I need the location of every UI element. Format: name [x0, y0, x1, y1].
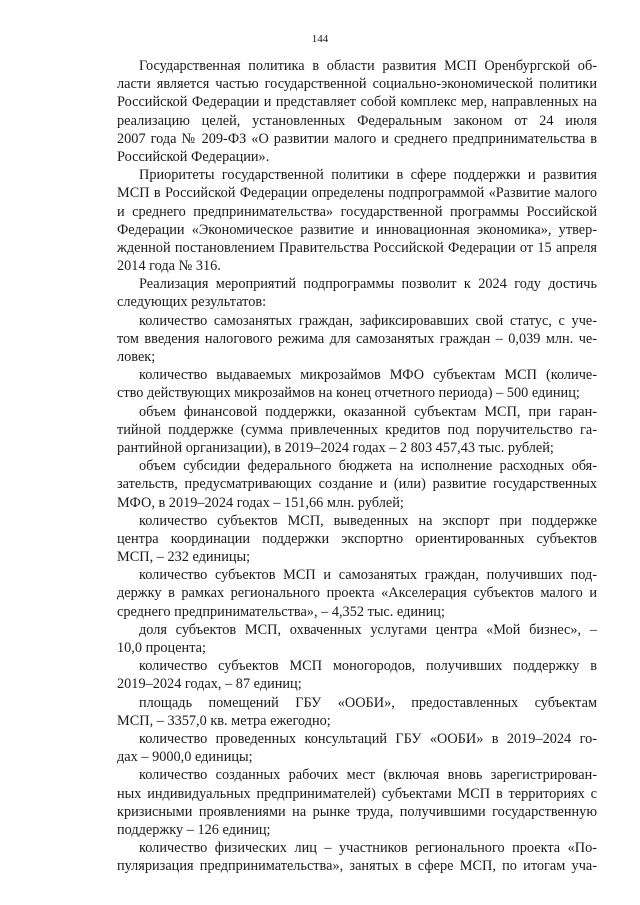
- text-line: площадь помещений ГБУ «ООБИ», предоставленных субъектам: [139, 694, 597, 711]
- text-line: количество проведенных консультаций ГБУ «ООБИ» в 2019–2024 го-: [139, 730, 597, 747]
- text-line: поддержку – 126 единиц;: [117, 821, 271, 838]
- body-text: [117, 57, 597, 875]
- text-line: количество самозанятых граждан, зафиксировавших свой статус, с уче-: [139, 312, 597, 329]
- text-line: Российской Федерации».: [117, 148, 270, 165]
- text-line: 2014 года № 316.: [117, 258, 221, 275]
- text-line: Приоритеты государственной политики в сфере поддержки и развития: [139, 167, 597, 184]
- text-line: реализацию целей, установленных Федеральным законом от 24 июля: [117, 112, 597, 129]
- text-line: количество созданных рабочих мест (включая вновь зарегистрирован-: [139, 767, 597, 784]
- text-line: количество физических лиц – участников регионального проекта «По-: [139, 840, 597, 857]
- text-line: МСП, – 232 единицы;: [117, 549, 251, 566]
- text-line: и среднего предпринимательства» государственной программы Российской: [117, 203, 597, 220]
- text-line: количество субъектов МСП, выведенных на экспорт при поддержке: [139, 512, 597, 529]
- text-line: держку в рамках регионального проекта «Акселерация субъектов малого и: [117, 585, 597, 602]
- text-line: тийной поддержке (сумма привлеченных кредитов под поручительство га-: [117, 421, 597, 438]
- text-line: ловек;: [117, 349, 156, 365]
- text-line: количество выдаваемых микрозаймов МФО субъектам МСП (количе-: [139, 367, 597, 384]
- text-line: ласти является частью государственной социально-экономической политики: [117, 76, 597, 93]
- text-line: количество субъектов МСП и самозанятых граждан, получивших под-: [139, 567, 597, 584]
- text-line: среднего предпринимательства», – 4,352 тыс. единиц;: [117, 603, 445, 620]
- text-line: кризисными проявлениями на рынке труда, получившими государственную: [117, 803, 597, 820]
- page-number: 144: [311, 33, 329, 45]
- text-line: 10,0 процента;: [117, 640, 206, 656]
- text-line: дах – 9000,0 единицы;: [117, 749, 253, 766]
- text-line: МСП в Российской Федерации определены подпрограммой «Развитие малого: [117, 185, 597, 202]
- text-line: следующих результатов:: [117, 294, 267, 311]
- text-line: ных индивидуальных предпринимателей) субъектами МСП в территориях с: [117, 785, 597, 802]
- text-line: 2019–2024 годах, – 87 единиц;: [117, 676, 302, 693]
- text-line: объем финансовой поддержки, оказанной субъектам МСП, при гаран-: [139, 403, 597, 420]
- text-line: пуляризация предпринимательства», занятых в сфере МСП, по итогам уча-: [117, 858, 597, 875]
- text-line: Российской Федерации и представляет собой комплекс мер, направленных на: [117, 94, 597, 111]
- text-line: 2007 года № 209-ФЗ «О развитии малого и среднего предпринимательства в: [117, 130, 597, 147]
- text-line: рантийной организации), в 2019–2024 годах – 2 803 457,43 тыс. рублей;: [117, 439, 554, 456]
- text-line: том введения налогового режима для самозанятых граждан – 0,039 млн. че-: [117, 330, 597, 347]
- text-line: Государственная политика в области развития МСП Оренбургской об-: [139, 58, 597, 74]
- text-line: объем субсидии федерального бюджета на исполнение расходных обя-: [139, 458, 597, 475]
- text-line: Федерации «Экономическое развитие и инновационная экономика», утвер-: [117, 221, 597, 238]
- text-line: МСП, – 3357,0 кв. метра ежегодно;: [117, 712, 331, 729]
- text-line: центра координации поддержки экспортно ориентированных субъектов: [117, 530, 597, 547]
- text-line: ство действующих микрозаймов на конец отчетного периода) – 500 единиц;: [117, 385, 580, 402]
- text-line: жденной постановлением Правительства Российской Федерации от 15 апреля: [117, 239, 597, 256]
- text-line: зательств, предусматривающих создание и (или) развитие государственных: [117, 476, 597, 493]
- text-line: доля субъектов МСП, охваченных услугами центра «Мой бизнес», –: [139, 621, 597, 638]
- text-line: количество субъектов МСП моногородов, получивших поддержку в: [139, 658, 597, 675]
- text-line: МФО, в 2019–2024 годах – 151,66 млн. рублей;: [117, 494, 404, 511]
- text-line: Реализация мероприятий подпрограммы позволит к 2024 году достичь: [139, 276, 597, 293]
